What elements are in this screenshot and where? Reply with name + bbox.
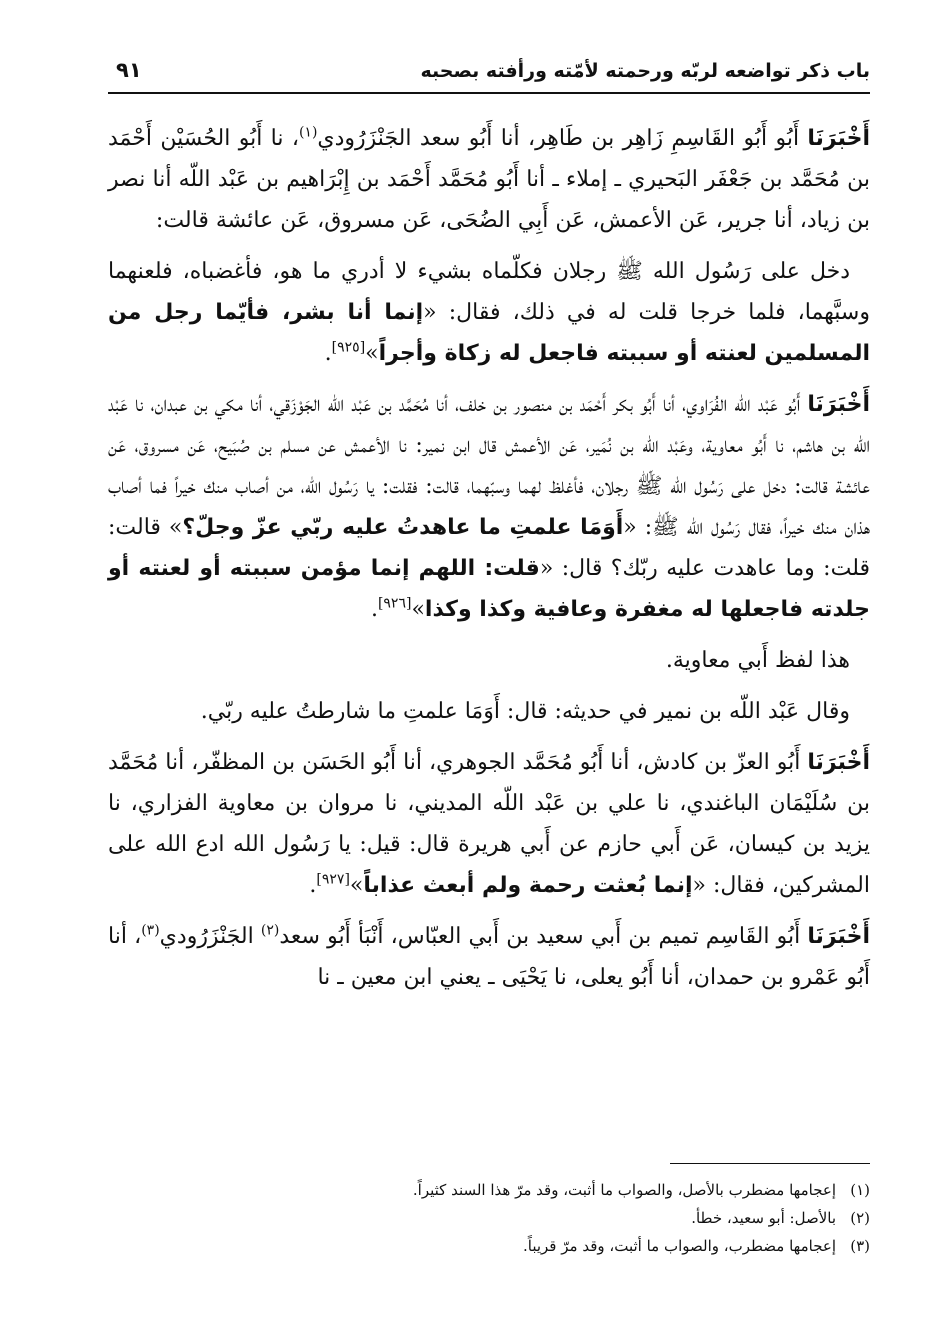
page-number: ٩١ [116,58,142,82]
footnote [108,1176,870,1204]
akhbarana-keyword: أَخْبَرَنَا [807,750,870,775]
footnote-text: بالأصل: أبو سعيد، خطأ. [691,1209,836,1227]
footnote-number: (٢) [850,1209,870,1227]
footnote-ref: (١) [298,124,318,141]
quote-close: » [349,873,364,898]
footnotes [108,1176,870,1260]
footnote-number: (٣) [850,1237,870,1255]
quote-close: » [365,341,379,366]
akhbarana-keyword: أَخْبَرَنَا [807,126,870,151]
hadith-number: [٩٢٦] [377,595,412,612]
paragraph-4 [108,640,870,681]
matn-text: دخل على رَسُول الله ﷺ رجلان فكلّماه بشيء لا أدري ما هو، فأغضباه، فلعنهما وسبَّهما، فلما خرجا قلت له في ذلك، فقال: « [108,259,870,325]
paragraph-1 [108,118,870,241]
footnote [108,1204,870,1232]
paragraph-3 [108,384,870,630]
hadith-quote: أَوَمَا علمتِ ما عاهدتُ عليه ربّي عزّ وجلّ؟ [182,515,624,540]
matn-text: » قالت: قلت: وما عاهدت عليه ربّك؟ قال: « [108,515,870,581]
page-header [108,56,870,94]
footnote [108,1232,870,1260]
note-text: هذا لفظ أَبي معاوية. [665,648,850,673]
quote-close: » [411,597,425,622]
isnad-text: أَبُو أَبُو القَاسِمِ زَاهِر بن طَاهِر، أنا أَبُو سعد الجَنْزَرُودي [317,126,808,151]
hadith-number: [٩٢٧] [316,871,350,888]
hadith-number: [٩٢٥] [331,339,366,356]
akhbarana-keyword: أَخْبَرَنَا [807,392,870,417]
footnote-text: إعجامها مضطرب، والصواب ما أثبت، وقد مرّ قريباً. [522,1237,836,1255]
isnad-text: أَبُو العزّ بن كادش، أنا أَبُو مُحَمَّد الجوهري، أنا أَبُو الحَسَن بن المظفّر، أنا مُحَمَّد بن سُلَيْمَان الباغندي، نا علي بن عَبْد اللّه المديني، نا مروان بن معاوية الفزاري، نا يزيد بن كيسان، عَن أَبي حازم عن أَبي هريرة قال: قيل: يا رَسُول الله ادع الله على المشركين، فقال: « [108,750,870,898]
hadith-quote: إنما أنا بشر، فأيّما رجل من المسلمين لعنته أو سببته فاجعل له زكاة وأجراً [108,300,870,366]
paragraph-6 [108,742,870,906]
paragraph-7 [108,916,870,998]
akhbarana-keyword: أَخْبَرَنَا [807,924,870,949]
isnad-text: أَبُو القَاسِم تميم بن أَبي سعيد بن أَبي العبّاس، أَنْبَأ أَبُو سعد [279,924,808,949]
period: . [309,873,317,898]
isnad-text: أَبُو عَبْد اللّه الفُرَاوي، أنا أَبُو بكر أَحْمَد بن منصور بن خلف، أنا مُحَمَّد بن عَبْد اللّه الجَوْزَقي، أنا مكي بن عبدان، نا عَبْد اللّه بن هاشم، نا أَبُو معاوية، وعَبْد اللّه بن نُمَير، عَن الأعمش قال ابن نمير: نا الأعمش عن مسلم بن صُبَيح، عَن مسروق، عَن عائشة قالت: دخل على رَسُول الله ﷺ رجلان، فأغلظ لهما وسبّهما، قالت: فقلت: يا رَسُول الله، من أصاب منك خيراً فما أصاب هذان منك خيراً، فقال رَسُول الله ﷺ: « [108,392,871,540]
period: . [324,341,332,366]
note-text: وقال عَبْد اللّه بن نمير في حديثه: قال: أَوَمَا علمتِ ما شارطتُ عليه ربّي. [200,699,850,724]
hadith-quote: قلت: اللهم إنما مؤمن سببته أو لعنته أو جلدته فاجعلها له مغفرة وعافية وكذا وكذا [108,556,870,622]
footnote-divider [670,1163,870,1164]
isnad-text: ، أنا أَبُو عَمْرو بن حمدان، أنا أَبُو يعلى، نا يَحْيَى ـ يعني ابن معين ـ نا [108,924,870,990]
paragraph-2 [108,251,870,374]
footnote-ref: (٣) [141,922,160,939]
footnote-number: (١) [850,1181,870,1199]
main-text [108,118,870,1008]
paragraph-5 [108,691,870,732]
isnad-text: الجَنْزَرُودي [159,924,261,949]
hadith-quote: إنما بُعثت رحمة ولم أبعث عذاباً [363,873,693,898]
running-title: باب ذكر تواضعه لربّه ورحمته لأمّته ورأفته بصحبه [420,60,870,82]
footnote-text: إعجامها مضطرب بالأصل، والصواب ما أثبت، وقد مرّ هذا السند كثيراً. [412,1181,836,1199]
period: . [370,597,378,622]
footnote-ref: (٢) [260,922,280,939]
isnad-text: ، نا أَبُو الحُسَيْن أَحْمَد بن مُحَمَّد بن جَعْفَر البَحيري ـ إملاء ـ أنا أَبُو مُحَمَّد أَحْمَد بن إِبْرَاهيم بن عَبْد اللّه أنا نصر بن زياد، أنا جرير، عَن الأعمش، عَن أَبِي الضُحَى، عَن مسروق، عَن عائشة قالت: [108,126,870,233]
